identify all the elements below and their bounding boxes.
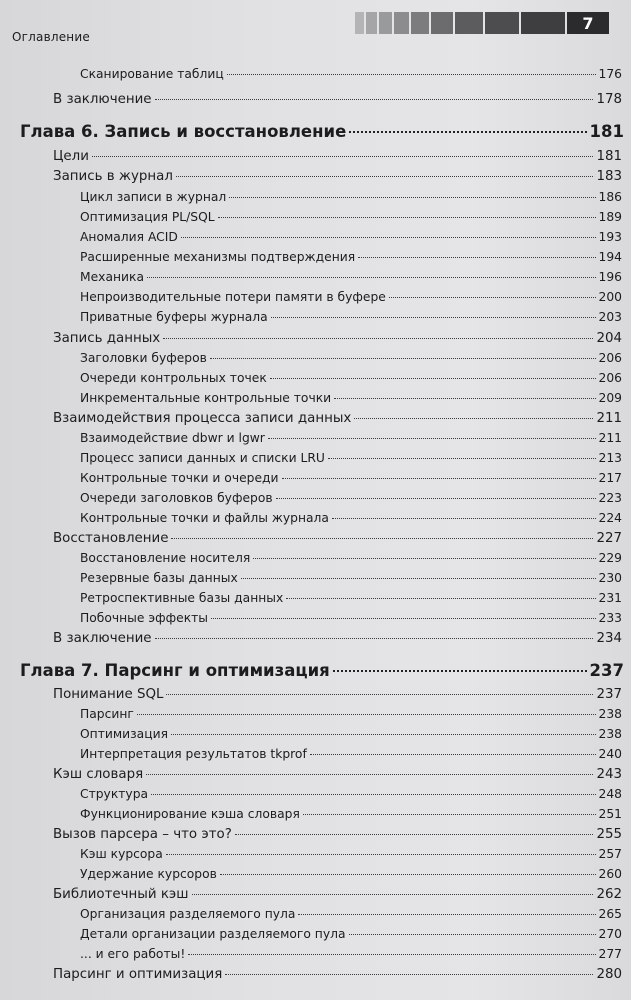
toc-entry-title: Расширенные механизмы подтверждения [80, 250, 356, 264]
toc-entry-title: Запись в журнал [53, 169, 173, 184]
toc-entry-page: 227 [596, 531, 622, 546]
toc-entry-page: 237 [589, 661, 624, 680]
toc-entry[interactable] [80, 727, 622, 741]
toc-entry[interactable] [53, 887, 622, 902]
toc-entry-page: 209 [598, 391, 622, 405]
toc-entry[interactable] [53, 331, 622, 346]
toc-entry-page: 176 [598, 67, 622, 81]
toc-entry-title: Ретроспективные базы данных [80, 591, 284, 605]
toc-entry-page: 265 [598, 907, 622, 921]
toc-entry-page: 223 [598, 491, 622, 505]
toc-entry-title: Контрольные точки и файлы журнала [80, 511, 329, 525]
toc-entry[interactable] [80, 551, 622, 565]
toc-entry-title: Взаимодействие dbwr и lgwr [80, 431, 265, 445]
toc-entry-title: Взаимодействия процесса записи данных [53, 411, 352, 426]
dot-leader [310, 754, 596, 755]
dot-leader [218, 217, 596, 218]
toc-entry-title: Детали организации разделяемого пула [80, 927, 346, 941]
toc-entry[interactable] [53, 531, 622, 546]
dot-leader [282, 478, 596, 479]
toc-entry-title: Понимание SQL [53, 687, 164, 702]
toc-entry-title: Приватные буферы журнала [80, 310, 268, 324]
dot-leader [171, 734, 596, 735]
toc-entry[interactable] [53, 827, 622, 842]
toc-entry-page: 262 [596, 887, 622, 902]
toc-entry[interactable] [80, 451, 622, 465]
toc-entry-page: 213 [598, 451, 622, 465]
dot-leader [334, 398, 595, 399]
dot-leader [220, 874, 596, 875]
toc-entry-title: Парсинг и оптимизация [53, 967, 223, 982]
toc-entry-title: Цикл записи в журнал [80, 190, 227, 204]
toc-entry-title: Функционирование кэша словаря [80, 807, 300, 821]
dot-leader [176, 176, 594, 177]
toc-entry-title: Непроизводительные потери памяти в буфере [80, 290, 386, 304]
toc-entry-title: Библиотечный кэш [53, 887, 189, 902]
dot-leader [137, 714, 596, 715]
dot-leader [227, 74, 596, 75]
toc-entry[interactable] [53, 767, 622, 782]
toc-entry-title: Заголовки буферов [80, 351, 207, 365]
dot-leader [389, 297, 596, 298]
toc-entry-title: Запись данных [53, 331, 161, 346]
toc-entry[interactable] [80, 611, 622, 625]
toc-entry[interactable] [80, 270, 622, 284]
toc-entry-page: 181 [589, 122, 624, 141]
toc-entry[interactable] [80, 67, 622, 81]
toc-entry-title: В заключение [53, 92, 152, 107]
dot-leader [171, 538, 593, 539]
toc-entry-title: Резервные базы данных [80, 571, 238, 585]
toc-entry[interactable] [80, 210, 622, 224]
dot-leader [303, 814, 596, 815]
toc-entry[interactable] [53, 149, 622, 164]
toc-entry-title: Оптимизация PL/SQL [80, 210, 215, 224]
toc-entry-title: Удержание курсоров [80, 867, 217, 881]
toc-entry-page: 217 [598, 471, 622, 485]
toc-entry-page: 238 [598, 707, 622, 721]
toc-entry-page: 233 [598, 611, 622, 625]
toc-entry-page: 211 [596, 411, 622, 426]
dot-leader [211, 618, 596, 619]
toc-entry-page: 277 [598, 947, 622, 961]
toc-entry[interactable] [53, 631, 622, 646]
toc-entry[interactable] [53, 92, 622, 107]
toc-entry-title: Восстановление [53, 531, 169, 546]
toc-entry-page: 181 [596, 149, 622, 164]
dot-leader [241, 578, 596, 579]
toc-entry-page: 260 [598, 867, 622, 881]
toc-entry-page: 206 [598, 371, 622, 385]
toc-entry[interactable] [80, 190, 622, 204]
toc-entry-page: 211 [598, 431, 622, 445]
toc-entry-title: Аномалия ACID [80, 230, 178, 244]
dot-leader [268, 438, 596, 439]
toc-entry-page: 194 [598, 250, 622, 264]
dot-leader [151, 794, 595, 795]
toc-entry-title: Организация разделяемого пула [80, 907, 296, 921]
dot-leader [358, 257, 595, 258]
toc-entry-title: Глава 7. Парсинг и оптимизация [20, 661, 330, 680]
dot-leader [235, 834, 594, 835]
toc-entry-page: 203 [598, 310, 622, 324]
toc-entry[interactable] [80, 947, 622, 961]
toc-entry[interactable] [80, 847, 622, 861]
toc-entry[interactable] [80, 431, 622, 445]
toc-entry-page: 204 [596, 331, 622, 346]
dot-leader [163, 338, 593, 339]
dot-leader [192, 894, 594, 895]
toc-entry-title: Механика [80, 270, 144, 284]
dot-leader [188, 954, 595, 955]
toc-entry-page: 251 [598, 807, 622, 821]
toc-entry-title: Парсинг [80, 707, 134, 721]
dot-leader [210, 358, 596, 359]
dot-leader [225, 974, 593, 975]
toc-entry-page: 193 [598, 230, 622, 244]
toc-entry[interactable] [53, 411, 622, 426]
page-number: 7 [567, 12, 609, 34]
dot-leader [229, 197, 595, 198]
toc-entry-title: Инкрементальные контрольные точки [80, 391, 332, 405]
toc-entry[interactable] [80, 250, 622, 264]
dot-leader [333, 670, 587, 672]
toc-entry-title: В заключение [53, 631, 152, 646]
toc-entry-title: Очереди контрольных точек [80, 371, 267, 385]
toc-entry-title: Контрольные точки и очереди [80, 471, 279, 485]
toc-entry-page: 248 [598, 787, 622, 801]
toc-entry-title: Побочные эффекты [80, 611, 209, 625]
toc-entry-page: 230 [598, 571, 622, 585]
dot-leader [328, 458, 596, 459]
toc-entry-page: 186 [598, 190, 622, 204]
dot-leader [298, 914, 595, 915]
dot-leader [155, 99, 594, 100]
toc-entry-title: Интерпретация результатов tkprof [80, 747, 307, 761]
dot-leader [286, 598, 595, 599]
dot-leader [349, 131, 586, 133]
dot-leader [276, 498, 596, 499]
toc-entry-title: Цели [53, 149, 89, 164]
toc-entry-page: 231 [598, 591, 622, 605]
toc-entry[interactable] [80, 290, 622, 304]
dot-leader [155, 638, 594, 639]
toc-entry-title: Сканирование таблиц [80, 67, 224, 81]
toc-entry-title: Оптимизация [80, 727, 168, 741]
toc-entry[interactable] [80, 391, 622, 405]
toc-entry-page: 270 [598, 927, 622, 941]
toc-entry[interactable] [80, 371, 622, 385]
dot-leader [253, 558, 595, 559]
toc-entry-page: 189 [598, 210, 622, 224]
toc-entry[interactable] [80, 927, 622, 941]
dot-leader [349, 934, 596, 935]
toc-entry-page: 229 [598, 551, 622, 565]
toc-entry-title: Очереди заголовков буферов [80, 491, 273, 505]
dot-leader [354, 418, 593, 419]
toc-entry-page: 255 [596, 827, 622, 842]
toc-entry-page: 234 [596, 631, 622, 646]
toc-entry[interactable] [80, 707, 622, 721]
toc-entry[interactable] [53, 687, 622, 702]
toc-entry-page: 238 [598, 727, 622, 741]
dot-leader [332, 518, 596, 519]
dot-leader [166, 694, 593, 695]
toc-entry-page: 206 [598, 351, 622, 365]
toc-entry[interactable] [80, 867, 622, 881]
toc-entry-page: 200 [598, 290, 622, 304]
toc-entry-page: 224 [598, 511, 622, 525]
toc-entry-title: Процесс записи данных и списки LRU [80, 451, 325, 465]
toc-entry[interactable] [80, 807, 622, 821]
toc-entry[interactable] [80, 511, 622, 525]
toc-entry-page: 257 [598, 847, 622, 861]
dot-leader [166, 854, 596, 855]
toc-entry-title: ... и его работы! [80, 947, 186, 961]
dot-leader [181, 237, 596, 238]
toc-entry[interactable] [80, 571, 622, 585]
toc-entry-page: 196 [598, 270, 622, 284]
toc-entry-page: 237 [596, 687, 622, 702]
toc-entry-title: Глава 6. Запись и восстановление [20, 122, 347, 141]
dot-leader [271, 317, 596, 318]
toc-entry-title: Вызов парсера – что это? [53, 827, 232, 842]
toc-entry[interactable] [80, 230, 622, 244]
toc-entry[interactable] [80, 310, 622, 324]
toc-entry-title: Кэш курсора [80, 847, 163, 861]
toc-entry[interactable] [53, 967, 622, 982]
toc-entry[interactable] [80, 591, 622, 605]
toc-entry-page: 243 [596, 767, 622, 782]
toc-entry-title: Восстановление носителя [80, 551, 251, 565]
toc-entry-page: 178 [596, 92, 622, 107]
toc-entry-page: 280 [596, 967, 622, 982]
dot-leader [146, 774, 593, 775]
toc-entry-page: 183 [596, 169, 622, 184]
dot-leader [270, 378, 596, 379]
toc-entry[interactable] [53, 169, 622, 184]
toc-chapter[interactable] [20, 661, 624, 680]
toc-entry[interactable] [80, 907, 622, 921]
toc-chapter[interactable] [20, 122, 624, 141]
toc-entry[interactable] [80, 747, 622, 761]
toc-entry-page: 240 [598, 747, 622, 761]
toc-entry[interactable] [80, 351, 622, 365]
dot-leader [147, 277, 596, 278]
dot-leader [92, 156, 594, 157]
toc-entry-title: Кэш словаря [53, 767, 144, 782]
toc-entry-title: Структура [80, 787, 149, 801]
toc-entry[interactable] [80, 471, 622, 485]
toc-entry[interactable] [80, 491, 622, 505]
header-title: Оглавление [12, 30, 90, 44]
toc-entry[interactable] [80, 787, 622, 801]
